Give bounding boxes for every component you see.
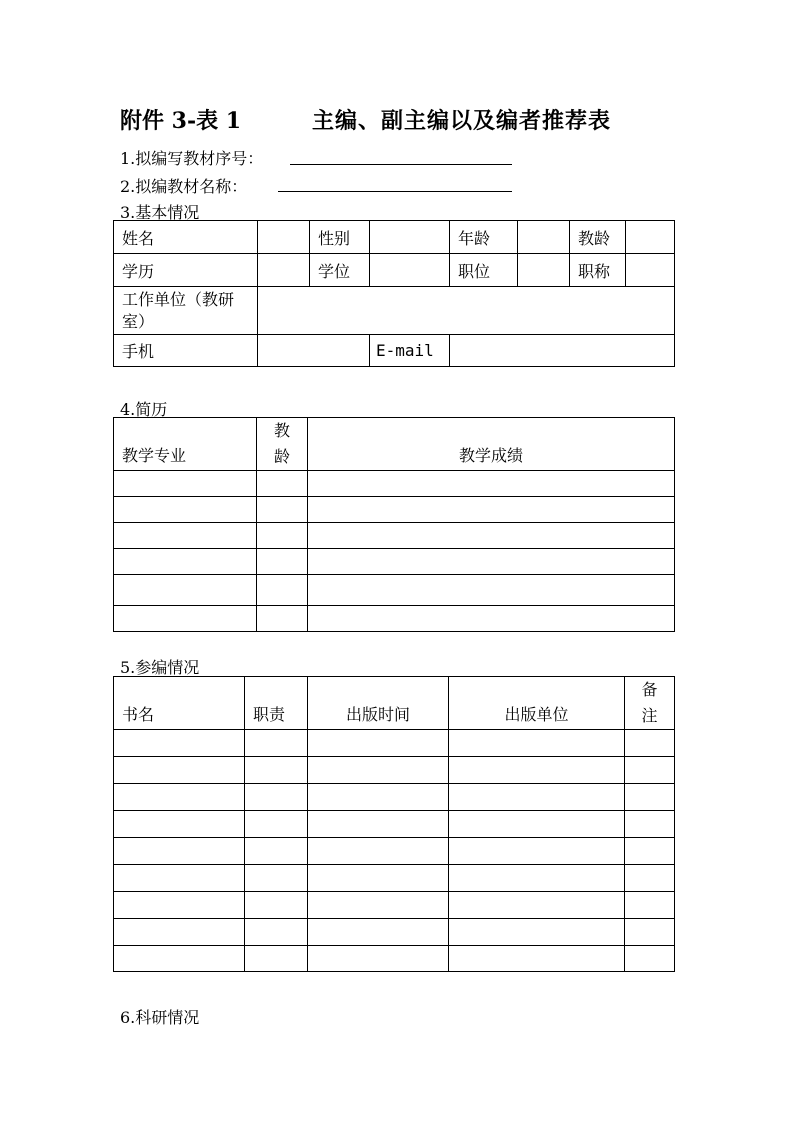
name-label: 姓名 bbox=[114, 221, 258, 254]
name-cell[interactable] bbox=[258, 221, 310, 254]
table-row bbox=[114, 471, 675, 497]
section4-heading: 4.简历 bbox=[120, 400, 168, 419]
basic-info-table bbox=[113, 220, 675, 367]
table-row bbox=[114, 838, 675, 865]
teaching-years-cell[interactable] bbox=[626, 221, 675, 254]
education-label: 学历 bbox=[114, 254, 258, 287]
teaching-years-label: 教龄 bbox=[570, 221, 626, 254]
mobile-cell[interactable] bbox=[258, 335, 370, 367]
age-label: 年龄 bbox=[450, 221, 518, 254]
position-label: 职位 bbox=[450, 254, 518, 287]
table-row bbox=[114, 575, 675, 606]
table-row bbox=[114, 865, 675, 892]
table-row bbox=[114, 523, 675, 549]
publisher-header: 出版单位 bbox=[449, 677, 625, 730]
section3-heading: 3.基本情况 bbox=[120, 203, 200, 222]
teaching-years-header: 教龄 bbox=[257, 418, 308, 471]
attachment-label: 附件 3-表 1 bbox=[120, 108, 242, 134]
degree-label: 学位 bbox=[310, 254, 370, 287]
textbook-name-input-line[interactable] bbox=[278, 191, 512, 192]
degree-cell[interactable] bbox=[370, 254, 450, 287]
table-row bbox=[114, 730, 675, 757]
table-row bbox=[114, 784, 675, 811]
table-row bbox=[114, 606, 675, 632]
book-name-header: 书名 bbox=[114, 677, 245, 730]
education-cell[interactable] bbox=[258, 254, 310, 287]
seq-input-line[interactable] bbox=[290, 164, 512, 165]
table-row bbox=[114, 919, 675, 946]
work-unit-cell[interactable] bbox=[258, 287, 675, 335]
section5-heading: 5.参编情况 bbox=[120, 658, 200, 677]
duty-header: 职责 bbox=[245, 677, 308, 730]
page-title: 主编、副主编以及编者推荐表 bbox=[312, 108, 612, 134]
work-unit-label: 工作单位（教研室） bbox=[114, 287, 258, 335]
title-cell[interactable] bbox=[626, 254, 675, 287]
title-label: 职称 bbox=[570, 254, 626, 287]
teaching-results-header: 教学成绩 bbox=[308, 418, 675, 471]
age-cell[interactable] bbox=[518, 221, 570, 254]
position-cell[interactable] bbox=[518, 254, 570, 287]
table-row bbox=[114, 946, 675, 972]
resume-table bbox=[113, 417, 675, 632]
gender-cell[interactable] bbox=[370, 221, 450, 254]
remarks-header: 备注 bbox=[625, 677, 675, 730]
participation-table bbox=[113, 676, 675, 972]
seq-label: 1.拟编写教材序号： bbox=[120, 149, 264, 168]
table-row bbox=[114, 892, 675, 919]
mobile-label: 手机 bbox=[114, 335, 258, 367]
table-row bbox=[114, 811, 675, 838]
section6-heading: 6.科研情况 bbox=[120, 1008, 200, 1027]
email-cell[interactable] bbox=[450, 335, 675, 367]
table-row bbox=[114, 549, 675, 575]
table-row bbox=[114, 497, 675, 523]
textbook-name-label: 2.拟编教材名称： bbox=[120, 177, 248, 196]
table-row bbox=[114, 757, 675, 784]
gender-label: 性别 bbox=[310, 221, 370, 254]
email-label: E-mail bbox=[370, 335, 450, 367]
publish-time-header: 出版时间 bbox=[308, 677, 449, 730]
teaching-major-header: 教学专业 bbox=[114, 418, 257, 471]
